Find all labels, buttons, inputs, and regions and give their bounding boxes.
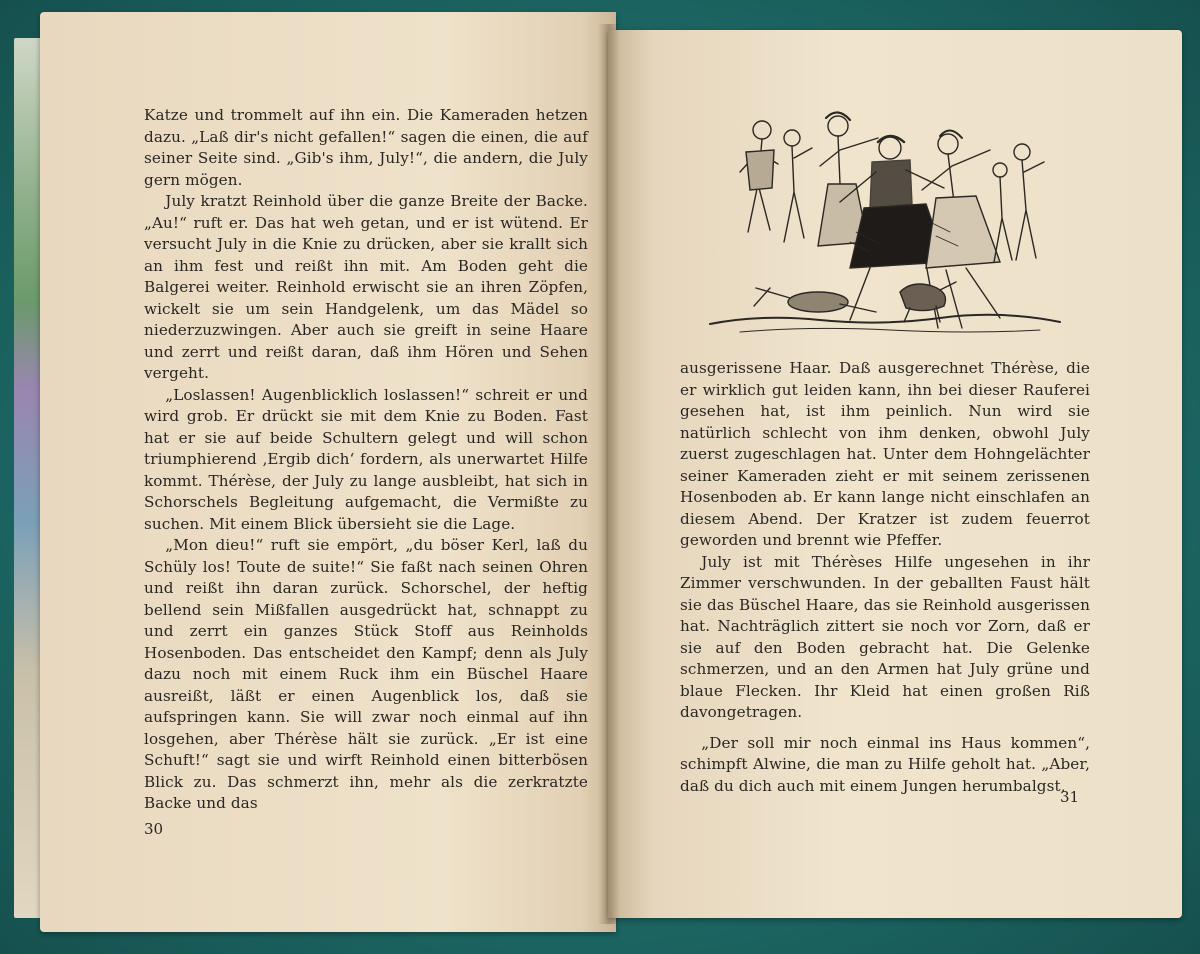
left-page — [40, 12, 616, 932]
page-number-left: 30 — [144, 820, 164, 838]
left-paragraph-3: „Loslassen! Augenblicklich loslassen!“ schreit er und wird grob. Er drückt sie mit dem Knie zu Boden. Fast hat er sie auf beide Schultern gelegt und will schon triumphierend ‚Ergib dich‘ fordern, als unerwartet Hilfe kommt. Thérèse, der July zu lange ausbleibt, hat sich in Schorschels Begleitung aufgemacht, die Vermißte zu suchen. Mit einem Blick übersieht sie die Lage. — [144, 385, 588, 533]
right-page — [608, 30, 1182, 918]
left-paragraph-4: „Mon dieu!“ ruft sie empört, „du böser Kerl, laß du Schüly los! Toute de suite!“ Sie faßt nach seinen Ohren und reißt ihn daran zurück. Schorschel, der heftig bellend sein Mißfallen ausgedrückt hat, schnappt zu und zerrt ein ganzes Stück Stoff aus Reinholds Hosenboden. Das entscheidet den Kampf; denn als July dazu noch mit einem Ruck ihm ein Büschel Haare ausreißt, läßt er einen Augenblick los, daß sie aufspringen kann. Sie will zwar noch einmal auf ihn losgehen, aber Thérèse hält sie zurück. „Er ist eine Schuft!“ sagt sie und wirft Reinhold einen bitterbösen Blick zu. Das schmerzt ihn, mehr als die zerkratzte Backe und das — [144, 536, 588, 812]
right-paragraph-1: ausgerissene Haar. Daß ausgerechnet Thérèse, die er wirklich gut leiden kann, ihn bei dieser Rauferei gesehen hat, ist ihm peinlich. Nun wird sie natürlich schlecht von ihm denken, obwohl July zuerst zugeschlagen hat. Unter dem Hohngelächter seiner Kameraden zieht er mit seinem zerissenen Hosenboden ab. Er kann lange nicht einschlafen an diesem Abend. Der Kratzer ist zudem feuerrot geworden und brennt wie Pfeffer. — [680, 359, 1090, 549]
fight-illustration — [700, 92, 1070, 352]
right-paragraph-3: „Der soll mir noch einmal ins Haus kommen“, schimpft Alwine, die man zu Hilfe geholt hat. „Aber, daß du dich auch mit einem Jungen herumbalgst, — [680, 733, 1090, 795]
right-page-text — [680, 358, 1090, 797]
page-number-right: 31 — [1060, 788, 1080, 806]
left-paragraph-2: July kratzt Reinhold über die ganze Breite der Backe. „Au!“ ruft er. Das hat weh getan, und er ist wütend. Er versucht July in die Knie zu drücken, aber sie krallt sich an ihm fest und reißt ihn mit. Am Boden geht die Balgerei weiter. Reinhold erwischt sie an ihren Zöpfen, wickelt sie um sein Handgelenk, um das Mädel so niederzuzwingen. Aber auch sie greift in seine Haare und zerrt und reißt daran, daß ihm Hören und Sehen vergeht. — [144, 192, 588, 382]
left-paragraph-1: Katze und trommelt auf ihn ein. Die Kameraden hetzen dazu. „Laß dir's nicht gefallen!“ sagen die einen, die auf seiner Seite sind. „Gib's ihm, July!“, die andern, die July gern mögen. — [144, 106, 588, 189]
right-paragraph-2: July ist mit Thérèses Hilfe ungesehen in ihr Zimmer verschwunden. In der geballten Faust hält sie das Büschel Haare, das sie Reinhold ausgerissen hat. Nachträglich zittert sie noch vor Zorn, daß er sie auf den Boden gebracht hat. Die Gelenke schmerzen, und an den Armen hat July grüne und blaue Flecken. Ihr Kleid hat einen großen Riß davongetragen. — [680, 552, 1090, 721]
left-page-text — [144, 105, 588, 815]
book-gutter — [598, 24, 620, 924]
